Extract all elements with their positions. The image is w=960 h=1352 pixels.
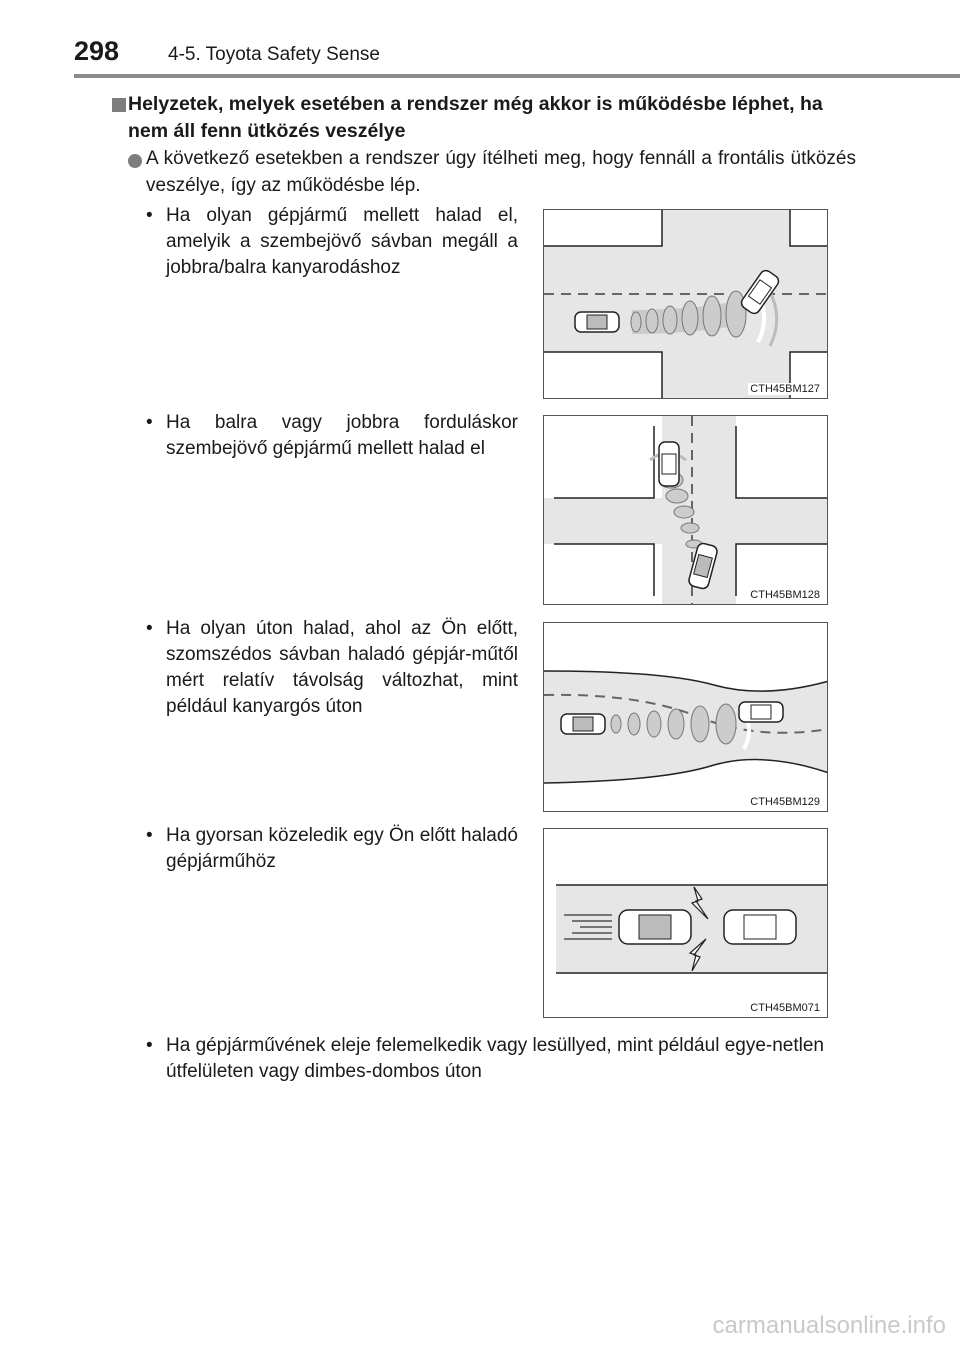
list-item-text: Ha balra vagy jobbra forduláskor szembejövő gépjármű mellett halad el (166, 412, 518, 459)
figure-code: CTH45BM129 (750, 796, 820, 808)
list-item (146, 1033, 856, 1085)
bullet-marker: • (146, 205, 153, 226)
list-item (146, 616, 518, 720)
figure-passing-stopped-vehicle (543, 209, 828, 399)
figure-code: CTH45BM071 (750, 1002, 820, 1014)
figure-code: CTH45BM128 (750, 589, 820, 601)
figure-curved-road (543, 622, 828, 812)
figure-rapid-approach (543, 828, 828, 1018)
page-header (0, 0, 960, 80)
bullet-marker: • (146, 825, 153, 846)
header-divider (74, 74, 960, 78)
section-heading: Helyzetek, melyek esetében a rendszer még akkor is működésbe léphet, ha nem áll fenn ütközés veszélye (128, 93, 823, 142)
bullet-marker: • (146, 1035, 153, 1056)
figure-turning-oncoming-vehicle (543, 415, 828, 605)
list-item (146, 203, 518, 281)
bullet-marker: • (146, 412, 153, 433)
list-item (146, 823, 518, 875)
list-item-text: Ha gépjárművének eleje felemelkedik vagy lesüllyed, mint például egye-netlen útfelületen vagy dimbes-dombos úton (166, 1035, 824, 1082)
section-title: 4-5. Toyota Safety Sense (168, 44, 380, 65)
intro-paragraph: A következő esetekben a rendszer úgy ítélheti meg, hogy fennáll a frontális ütközés veszélye, így az működésbe lép. (146, 148, 856, 196)
bullet-circle-icon (128, 154, 142, 168)
figure-code: CTH45BM127 (750, 383, 820, 395)
bullet-marker: • (146, 618, 153, 639)
list-item-text: Ha gyorsan közeledik egy Ön előtt haladó gépjárműhöz (166, 825, 518, 872)
heading-square-icon (112, 98, 126, 112)
page-number: 298 (74, 36, 120, 66)
list-item (146, 410, 518, 462)
list-item-text: Ha olyan úton halad, ahol az Ön előtt, szomszédos sávban haladó gépjár-műtől mért relatív távolság változhat, mint például kanyargós úton (166, 618, 518, 717)
watermark-text: carmanualsonline.info (712, 1312, 946, 1339)
list-item-text: Ha olyan gépjármű mellett halad el, amelyik a szembejövő sávban megáll a jobbra/balra kanyarodáshoz (166, 205, 518, 278)
